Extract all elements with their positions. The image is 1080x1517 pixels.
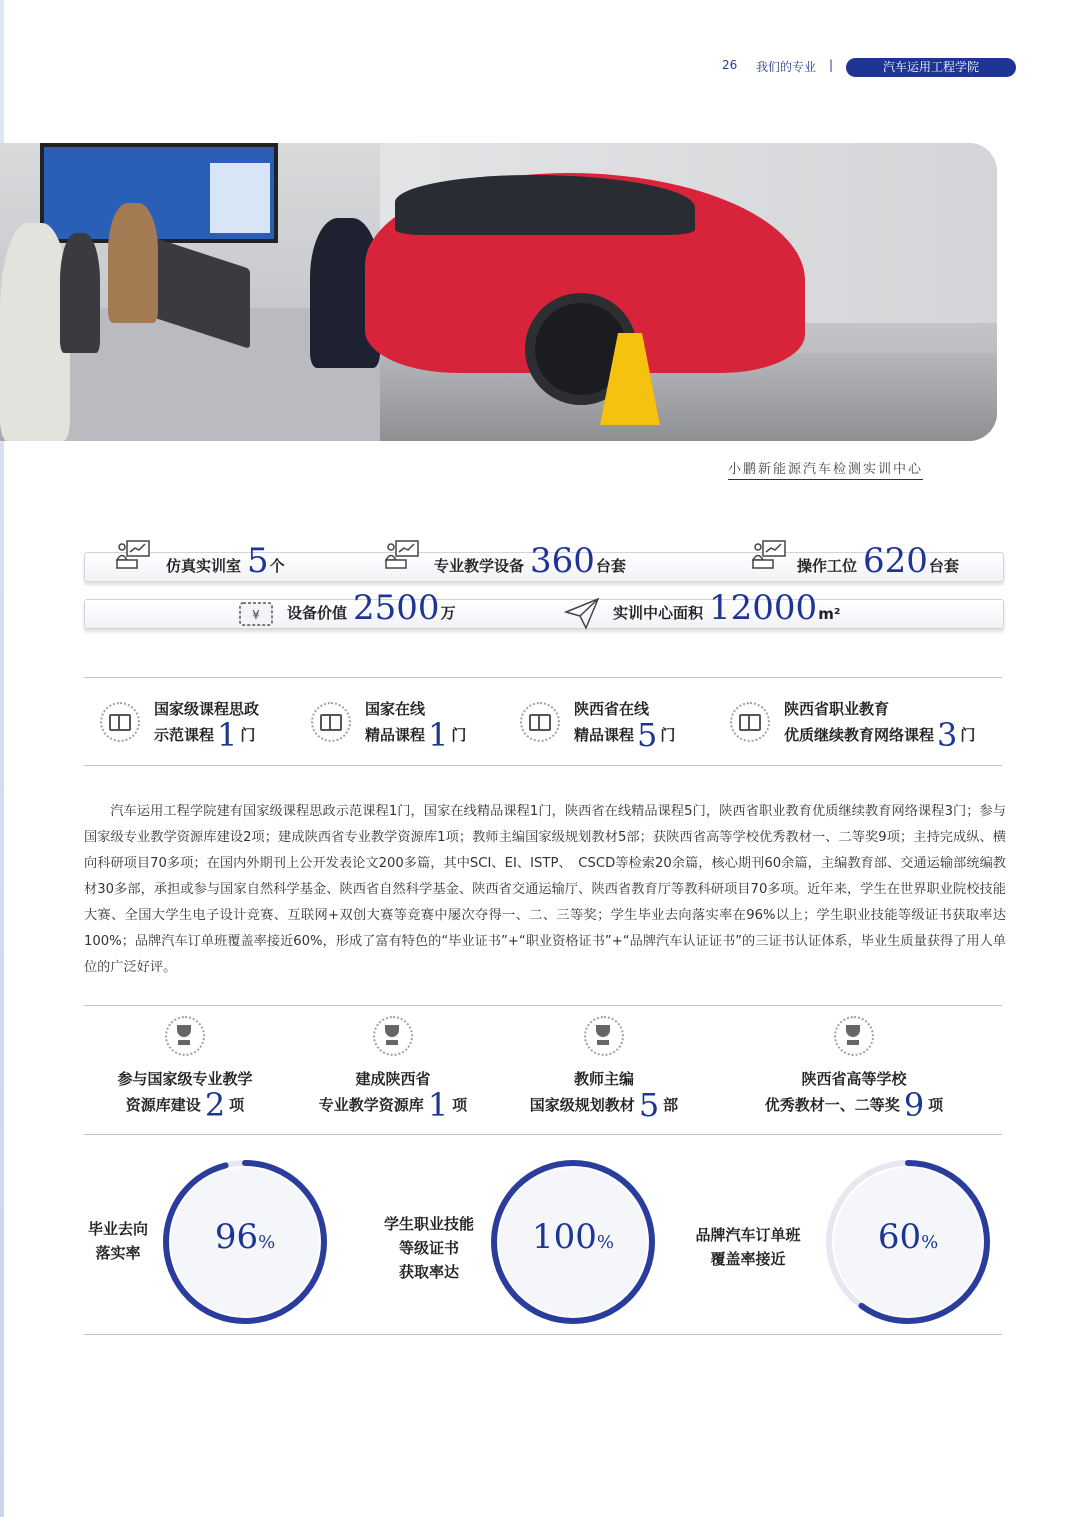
stat-unit: 台套	[928, 557, 959, 575]
rate-value	[825, 1217, 991, 1257]
rate-number: 100	[531, 1217, 597, 1257]
divider-line	[84, 1134, 1002, 1135]
rate-label-line: 覆盖率接近	[710, 1250, 786, 1268]
college-badge: 汽车运用工程学院	[846, 58, 1016, 77]
rate-unit: %	[921, 1232, 939, 1253]
book-icon	[100, 702, 140, 742]
paper-plane-icon	[564, 596, 600, 630]
stat-label: 仿真实训室	[166, 557, 242, 575]
stat-value: 5	[247, 541, 269, 581]
course-line2: 示范课程	[154, 726, 215, 744]
stat-unit: m²	[818, 605, 841, 623]
intro-paragraph: 汽车运用工程学院建有国家级课程思政示范课程1门，国家在线精品课程1门，陕西省在线精品课程5门，陕西省职业教育优质继续教育网络课程3门；参与国家级专业教学资源库建设2项；建成陕西省专业教学资源库1项；教师主编国家级规划教材5部；获陕西省高等学校优秀教材一、二等奖9项；主持完成纵、横向科研项目70多项；在国内外期刊上公开发表论文200多篇，其中SCI、EI、ISTP、 CSCD等检索20余篇，核心期刊60余篇，主编教育部、交通运输部统编教材30多部，承担或参与国家自然科学基金、陕西省自然科学基金、陕西省交通运输厅、陕西省教育厅等教科研项目70多项。近年来，学生在世界职业院校技能大赛、全国大学生电子设计竞赛、互联网+双创大赛等竞赛中屡次夺得一、二、三等奖；学生毕业去向落实率在96%以上；学生职业技能等级证书获取率达100%；品牌汽车订单班覆盖率接近60%，形成了富有特色的“毕业证书”+“职业资格证书”+“品牌汽车认证证书”的三证书认证体系，毕业生质量获得了用人单位的广泛好评。	[84, 804, 1006, 975]
stat-equipment-value	[287, 588, 456, 628]
award-item-textbooks	[494, 1016, 714, 1124]
presentation-icon	[751, 538, 787, 572]
presentation-icon	[115, 538, 151, 572]
award-item-resource-library	[75, 1016, 295, 1124]
stat-label: 操作工位	[797, 557, 858, 575]
course-line2: 优质继续教育网络课程	[784, 726, 935, 744]
course-item-shaanxi-online	[520, 696, 676, 754]
photo-caption: 小鹏新能源汽车检测实训中心	[728, 458, 923, 480]
course-item-national-online	[311, 696, 467, 754]
svg-text:¥: ¥	[252, 608, 260, 622]
stat-value: 620	[863, 541, 928, 581]
award-value: 1	[427, 1086, 449, 1124]
rate-ring-order-class	[825, 1159, 991, 1325]
award-line1: 参与国家级专业教学	[117, 1070, 253, 1088]
photo-screen-window	[210, 163, 270, 233]
trophy-icon	[373, 1016, 413, 1056]
stat-value: 360	[530, 541, 595, 581]
award-value: 5	[638, 1086, 660, 1124]
page-number: 26	[722, 58, 738, 72]
course-unit: 门	[240, 726, 256, 744]
rate-label-line: 落实率	[95, 1244, 141, 1262]
trophy-icon	[584, 1016, 624, 1056]
award-line2: 资源库建设	[125, 1096, 201, 1114]
book-icon	[311, 702, 351, 742]
rate-label-certificate	[370, 1212, 488, 1284]
course-line2: 精品课程	[574, 726, 635, 744]
course-value: 1	[428, 716, 449, 754]
photo-person-teacher	[108, 203, 158, 323]
stat-unit: 万	[440, 604, 456, 622]
photo-person-student-2	[60, 233, 100, 353]
award-line1: 建成陕西省	[355, 1070, 431, 1088]
divider-line	[84, 765, 1002, 766]
rate-label-line: 毕业去向	[87, 1220, 148, 1238]
stat-workstations	[797, 541, 959, 581]
course-line1: 陕西省职业教育	[784, 700, 890, 718]
award-unit: 项	[452, 1096, 468, 1114]
award-item-excellent-textbooks	[744, 1016, 964, 1124]
award-unit: 部	[663, 1096, 679, 1114]
stat-label: 专业教学设备	[434, 557, 525, 575]
course-item-ideological	[100, 696, 260, 754]
stat-label: 实训中心面积	[613, 604, 704, 622]
course-item-continuing-edu	[730, 696, 976, 754]
rate-ring-employment	[162, 1159, 328, 1325]
rate-label-line: 学生职业技能	[383, 1215, 474, 1233]
course-value: 5	[637, 716, 658, 754]
divider-line	[84, 1005, 1002, 1006]
stat-unit: 台套	[595, 557, 626, 575]
stats-bar-2	[84, 599, 1004, 629]
course-value: 3	[937, 716, 958, 754]
course-line1: 国家级课程思政	[154, 700, 260, 718]
award-line2: 专业教学资源库	[318, 1096, 424, 1114]
award-line2: 优秀教材一、二等奖	[764, 1096, 900, 1114]
award-unit: 项	[928, 1096, 944, 1114]
stat-value: 12000	[709, 588, 818, 628]
course-value: 1	[217, 716, 238, 754]
stat-value: 2500	[353, 588, 440, 628]
stat-unit: 个	[269, 557, 285, 575]
header-separator: |	[829, 58, 834, 72]
stat-teaching-equipment	[434, 541, 626, 581]
money-icon	[238, 597, 274, 631]
page-header	[0, 58, 1080, 78]
course-line1: 陕西省在线	[574, 700, 650, 718]
trophy-icon	[165, 1016, 205, 1056]
rate-unit: %	[258, 1232, 276, 1253]
rate-value	[162, 1217, 328, 1257]
rate-ring-certificate	[490, 1159, 656, 1325]
course-unit: 门	[960, 726, 976, 744]
divider-line	[84, 677, 1002, 678]
rate-label-line: 获取率达	[398, 1263, 459, 1281]
book-icon	[730, 702, 770, 742]
award-item-shaanxi-library	[283, 1016, 503, 1124]
rate-label-line: 等级证书	[398, 1239, 459, 1257]
stat-sim-lab	[166, 541, 285, 581]
award-line1: 陕西省高等学校	[801, 1070, 907, 1088]
training-center-photo	[0, 143, 997, 441]
award-value: 2	[204, 1086, 226, 1124]
rate-unit: %	[596, 1232, 614, 1253]
rate-label-line: 品牌汽车订单班	[695, 1226, 801, 1244]
rate-number: 60	[877, 1217, 922, 1257]
rate-label-employment	[70, 1217, 166, 1265]
award-value: 9	[903, 1086, 925, 1124]
divider-line	[84, 1334, 1002, 1335]
stat-label: 设备价值	[287, 604, 348, 622]
course-line1: 国家在线	[365, 700, 426, 718]
book-icon	[520, 702, 560, 742]
presentation-icon	[384, 538, 420, 572]
rate-label-order-class	[686, 1223, 810, 1271]
section-title: 我们的专业	[756, 60, 817, 74]
course-unit: 门	[660, 726, 676, 744]
course-unit: 门	[451, 726, 467, 744]
trophy-icon	[834, 1016, 874, 1056]
award-line1: 教师主编	[573, 1070, 634, 1088]
award-unit: 项	[229, 1096, 245, 1114]
rate-number: 96	[214, 1217, 259, 1257]
course-line2: 精品课程	[365, 726, 426, 744]
rate-value	[490, 1217, 656, 1257]
award-line2: 国家级规划教材	[529, 1096, 635, 1114]
stat-center-area	[613, 588, 841, 628]
